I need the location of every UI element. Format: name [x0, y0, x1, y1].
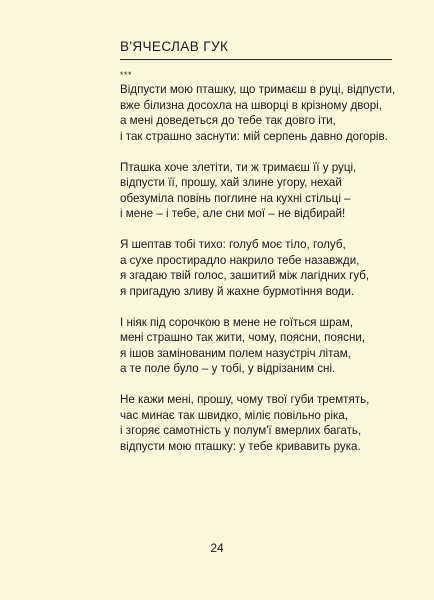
stanza-1	[120, 82, 410, 144]
author-name: В'ЯЧЕСЛАВ ГУК	[120, 39, 229, 54]
poem-line: а мені доведеться до тебе так довго іти,	[120, 114, 336, 127]
poem-line: і згоряє самотність у полум'ї вмерлих багать,	[120, 424, 362, 437]
poem-line: а сухе простирадло накрило тебе назавжди,	[120, 253, 360, 267]
poem-line: обезуміла повінь поглине на кухні стільці –	[120, 191, 351, 205]
poem-line: я пригадую зливу й жахне бурмотіння води.	[120, 284, 355, 298]
page-number: 24	[210, 541, 224, 555]
poem-line: Я шептав тобі тихо: голуб моє тіло, голуб,	[120, 238, 346, 251]
poem-line: мені страшно так жити, чому, поясни, поясни,	[120, 331, 366, 344]
stanza-4	[120, 315, 410, 377]
poem-line: а те поле було – у тобі, у відрізаним сні.	[120, 362, 336, 375]
poem-line: відпусти її, прошу, хай злине угору, нехай	[120, 176, 342, 189]
poem-line: і так страшно заснути: мій серпень давно догорів.	[120, 129, 388, 143]
poem-line: час минає так швидко, міліє повільно ріка,	[120, 408, 349, 422]
poem	[120, 69, 410, 470]
poem-line: я ішов замінованим полем назустріч літам,	[120, 346, 351, 360]
stanza-5	[120, 392, 410, 454]
poem-line: Відпусти мою пташку, що тримаєш в руці, відпусти,	[120, 83, 396, 96]
poem-separator: ***	[120, 70, 133, 80]
header-rule	[120, 59, 392, 60]
poem-line: Не кажи мені, прошу, чому твої губи тремтять,	[120, 393, 370, 406]
poem-line: Пташка хоче злетіти, ти ж тримаєш її у руці,	[120, 160, 357, 174]
poem-line: відпусти мою пташку: у тебе кривавить рука.	[120, 439, 361, 453]
stanza-3	[120, 237, 410, 299]
running-header	[120, 39, 392, 60]
poem-line: І ніяк під сорочкою в мене не гоїться шрам,	[120, 315, 354, 329]
poem-line: і мене – і тебе, але сни мої – не відбирай!	[120, 207, 346, 220]
poem-line: вже білизна досохла на шворці в крізному дворі,	[120, 98, 382, 112]
stanza-2	[120, 160, 410, 222]
poem-line: я згадаю твій голос, зашитий між лагідних губ,	[120, 269, 370, 282]
